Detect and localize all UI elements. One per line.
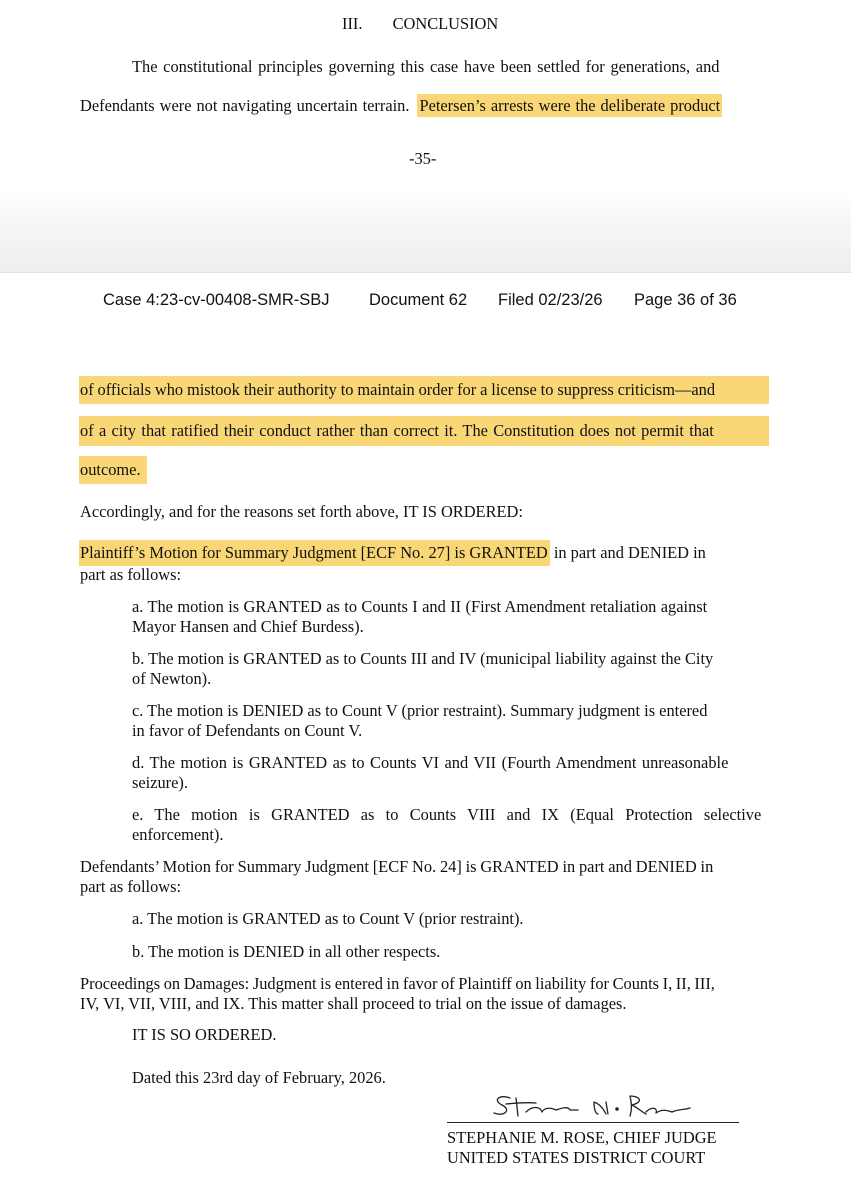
document-number: Document 62 <box>369 291 468 309</box>
damages-line-1: Proceedings on Damages: Judgment is entered in favor of Plaintiff on liability for Counts I, II, III, <box>80 974 715 993</box>
conclusion-plain-text: Defendants were not navigating uncertain terrain. <box>80 96 410 115</box>
conclusion-line-2 <box>80 96 722 116</box>
plaintiff-motion-rest: in part and DENIED in <box>549 543 706 562</box>
ordered-intro: Accordingly, and for the reasons set forth above, IT IS ORDERED: <box>80 502 523 521</box>
highlighted-line-2: of a city that ratified their conduct rather than correct it. The Constitution does not permit that <box>79 416 769 446</box>
page-number: -35- <box>409 149 437 168</box>
defendants-motion-line-2: part as follows: <box>80 877 182 896</box>
list-item: Mayor Hansen and Chief Burdess). <box>132 617 364 636</box>
list-item: of Newton). <box>132 669 212 688</box>
list-item: d. The motion is GRANTED as to Counts VI and VII (Fourth Amendment unreasonable <box>132 753 729 772</box>
list-item: b. The motion is DENIED in all other respects. <box>132 942 441 961</box>
court-name: UNITED STATES DISTRICT COURT <box>447 1148 706 1167</box>
signature-line <box>447 1122 739 1123</box>
plaintiff-motion-highlight: Plaintiff’s Motion for Summary Judgment [ECF No. 27] is GRANTED <box>79 540 550 566</box>
page-edge <box>0 272 851 273</box>
list-item: e. The motion is GRANTED as to Counts VIII and IX (Equal Protection selective <box>132 805 762 824</box>
highlighted-text: Petersen’s arrests were the deliberate product <box>419 96 721 115</box>
plaintiff-motion-line-2: part as follows: <box>80 565 182 584</box>
section-number: III. <box>342 14 363 33</box>
damages-line-2: IV, VI, VII, VIII, and IX. This matter shall proceed to trial on the issue of damages. <box>80 994 627 1013</box>
plaintiff-motion-line-1 <box>79 543 706 563</box>
judge-name: STEPHANIE M. ROSE, CHIEF JUDGE <box>447 1128 717 1147</box>
signature <box>486 1088 716 1124</box>
case-number: Case 4:23-cv-00408-SMR-SBJ <box>103 291 330 309</box>
list-item: c. The motion is DENIED as to Count V (prior restraint). Summary judgment is entered <box>132 701 708 720</box>
section-heading <box>342 14 498 34</box>
page-break <box>0 190 851 272</box>
list-item: seizure). <box>132 773 188 792</box>
page-count: Page 36 of 36 <box>634 291 737 309</box>
section-title: CONCLUSION <box>392 14 499 33</box>
list-item: a. The motion is GRANTED as to Counts I and II (First Amendment retaliation against <box>132 597 708 616</box>
list-item: b. The motion is GRANTED as to Counts III and IV (municipal liability against the City <box>132 649 714 668</box>
list-item: enforcement). <box>132 825 224 844</box>
filed-date: Filed 02/23/26 <box>498 291 603 309</box>
list-item: a. The motion is GRANTED as to Count V (prior restraint). <box>132 909 524 928</box>
highlighted-line-3: outcome. <box>79 456 147 484</box>
defendants-motion-line-1: Defendants’ Motion for Summary Judgment [ECF No. 24] is GRANTED in part and DENIED in <box>80 857 714 876</box>
conclusion-line-1: The constitutional principles governing this case have been settled for generations, and <box>132 57 720 76</box>
highlighted-line-1: of officials who mistook their authority to maintain order for a license to suppress criticism—and <box>79 376 769 404</box>
so-ordered: IT IS SO ORDERED. <box>132 1025 277 1044</box>
list-item: in favor of Defendants on Count V. <box>132 721 363 740</box>
dated-line: Dated this 23rd day of February, 2026. <box>132 1068 386 1087</box>
